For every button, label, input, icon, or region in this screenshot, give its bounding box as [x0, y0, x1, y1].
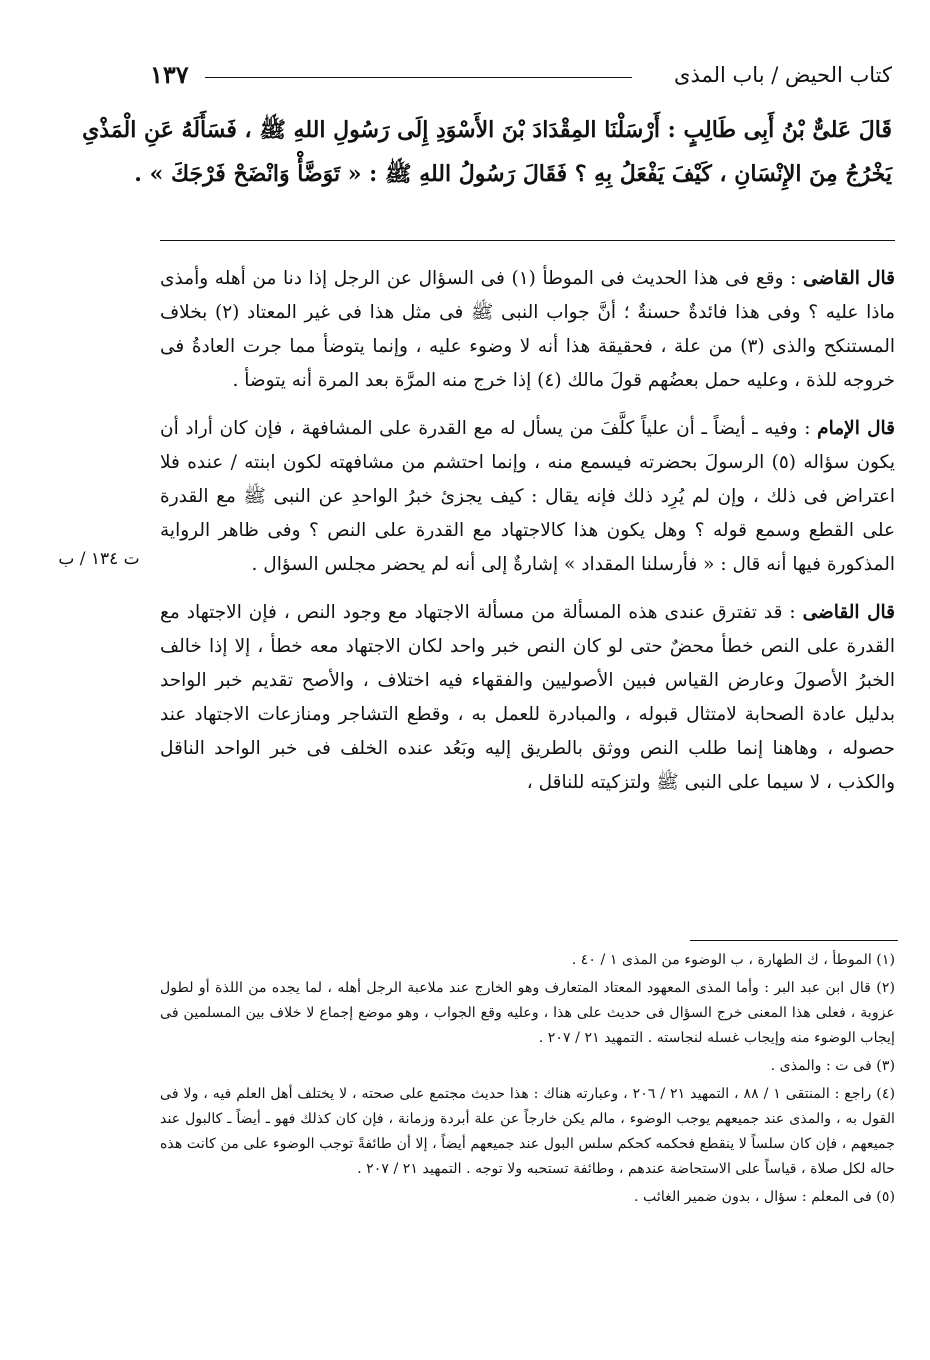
- footnote-number: (١): [876, 952, 895, 968]
- hadith-line: قَالَ عَلىٌّ بْنُ أَبِى طَالِبٍ : أَرْسَلْنَا المِقْدَادَ بْنَ الأَسْوَدِ إِلَى رَسُولِ اللهِ ﷺ ، فَسَأَلَهُ عَنِ الْمَذْىِ: [82, 117, 892, 143]
- speaker-label: قال القاضى: [803, 268, 896, 289]
- footnote-number: (٢): [876, 980, 895, 996]
- hadith-line: يَخْرُجُ مِنَ الإِنْسَانِ ، كَيْفَ يَفْعَلُ بِهِ ؟ فَقَالَ رَسُولُ اللهِ ﷺ : « تَوَضَّأْ وَانْضَحْ فَرْجَكَ » .: [134, 161, 892, 187]
- page-header: [150, 58, 892, 92]
- footnote: [160, 1185, 895, 1210]
- speaker-label: قال القاضى: [802, 602, 895, 623]
- footnote-number: (٣): [876, 1058, 895, 1074]
- footnote: [160, 948, 895, 973]
- footnote-number: (٤): [876, 1086, 895, 1102]
- footnote-text: راجع : المنتقى ١ / ٨٨ ، التمهيد ٢١ / ٢٠٦ ، وعبارته هناك : هذا حديث مجتمع على صحته ، لا يختلف أهل العلم فيه ، ولا فى القول به ، والمذى عند جميعهم يوجب الوضوء ، مالم يكن خارجاً عن علة أبردة وزمانة ، فإن كان كذلك فهو ـ أيضاً ـ كالبول عند جميعهم ، فإن كان سلساً لا ينقطع فحكمه كحكم سلس البول عند جميعهم أيضاً ، إلا أن طائفةً توجب الوضوء على من كانت هذه حاله لكل صلاة ، قياساً على الاستحاضة عندهم ، وطائفة تستحبه ولا توجه . التمهيد ٢١ / ٢٠٧ .: [160, 1086, 895, 1177]
- commentary-paragraph: [160, 596, 895, 800]
- commentary-paragraph: [160, 412, 895, 582]
- header-rule: [205, 77, 632, 78]
- footnote-text: فى المعلم : سؤال ، بدون ضمير الغائب .: [633, 1189, 877, 1205]
- speaker-label: قال الإمام: [817, 418, 895, 439]
- footnote: [160, 1082, 895, 1182]
- hadith-text: [82, 108, 892, 196]
- footnote-text: قال ابن عبد البر : وأما المذى المعهود المعتاد المتعارف وهو الخارج عند ملاعبة الرجل أهله ، لما يجده من اللذة أو لطول عزوبة ، فعلى هذا المعنى خرج السؤال فى حديث على هذا ، وعليه وقع الجواب ، وهو موضع إجماع لا خلاف بين المسلمين فى إيجاب الوضوء منه وإيجاب غسله لنجاسته . التمهيد ٢١ / ٢٠٧ .: [160, 980, 895, 1046]
- footnote: [160, 1054, 895, 1079]
- commentary: [160, 262, 895, 814]
- paragraph-text: : وفيه ـ أيضاً ـ أن علياً كلَّفَ من يسأل له مع القدرة على المشافهة ، فإن كان أراد أن يكون سؤاله (٥) الرسولَ بحضرته فيسمع منه ، وإنما احتشم من مشافهته لكون ابنته / عنده فلا اعتراض فى ذلك ، وإن لم يُرِد ذلك فإنه يقال : كيف يجزئ خبرُ الواحدِ عن النبى ﷺ مع القدرة على القطع وسمع قوله ؟ وهل يكون هذا كالاجتهاد مع القدرة على النص ؟ وفى ظاهر الرواية المذكورة فيها أنه قال : « فأرسلنا المقداد » إشارةٌ إلى أنه لم يحضر مجلس السؤال .: [160, 418, 895, 575]
- footnote-text: الموطأ ، ك الطهارة ، ب الوضوء من المذى ١ / ٤٠ .: [571, 952, 877, 968]
- footnote-number: (٥): [876, 1189, 895, 1205]
- running-title: كتاب الحيض / باب المذى: [674, 63, 892, 87]
- manuscript-folio-reference: ت ١٣٤ / ب: [58, 549, 140, 569]
- commentary-paragraph: [160, 262, 895, 398]
- footnotes: [160, 948, 895, 1213]
- footnote-text: فى ت : والمذى .: [770, 1058, 877, 1074]
- hadith-divider: [160, 240, 895, 241]
- page-number: ١٣٧: [150, 60, 189, 89]
- footnote: [160, 976, 895, 1051]
- paragraph-text: : وقع فى هذا الحديث فى الموطأ (١) فى السؤال عن الرجل إذا دنا من أهله وأمذى ماذا عليه ؟ وفى هذا فائدةٌ حسنةٌ ؛ أنَّ جواب النبى ﷺ فى مثل هذا فى غير المعتاد (٢) بخلاف المستنكح والذى (٣) من علة ، فحقيقة هذا أنه لا وضوء عليه ، وإنما يتوضأ مما جرت العادةُ فى خروجه للذة ، وعليه حمل بعضُهم قولَ مالك (٤) إذا خرج منه المرَّة بعد المرة أنه يتوضأ .: [160, 268, 896, 391]
- footnote-divider: [690, 940, 898, 941]
- paragraph-text: : قد تفترق عندى هذه المسألة من مسألة الاجتهاد مع وجود النص ، فإن الاجتهاد مع القدرة على النص خطأ محضٌ حتى لو كان النص خبر واحد لكان الاجتهاد معه خطأ ، إلا إذا خالف الخبرُ الأصولَ وعارض القياس فبين الأصوليين والفقهاء فيه اختلاف ، والأصح تقديم خبر الواحد بدليل عادة الصحابة لامتثال قبوله ، والمبادرة للعمل به ، وقطع التشاجر ومنازعات الاجتهاد عند حصوله ، وهاهنا إنما طلب النص ووثق بالطريق إليه وبَعُد عنده الخلف فى خبر الواحد الناقل والكذب ، لا سيما على النبى ﷺ ولتزكيته للناقل ،: [160, 602, 895, 793]
